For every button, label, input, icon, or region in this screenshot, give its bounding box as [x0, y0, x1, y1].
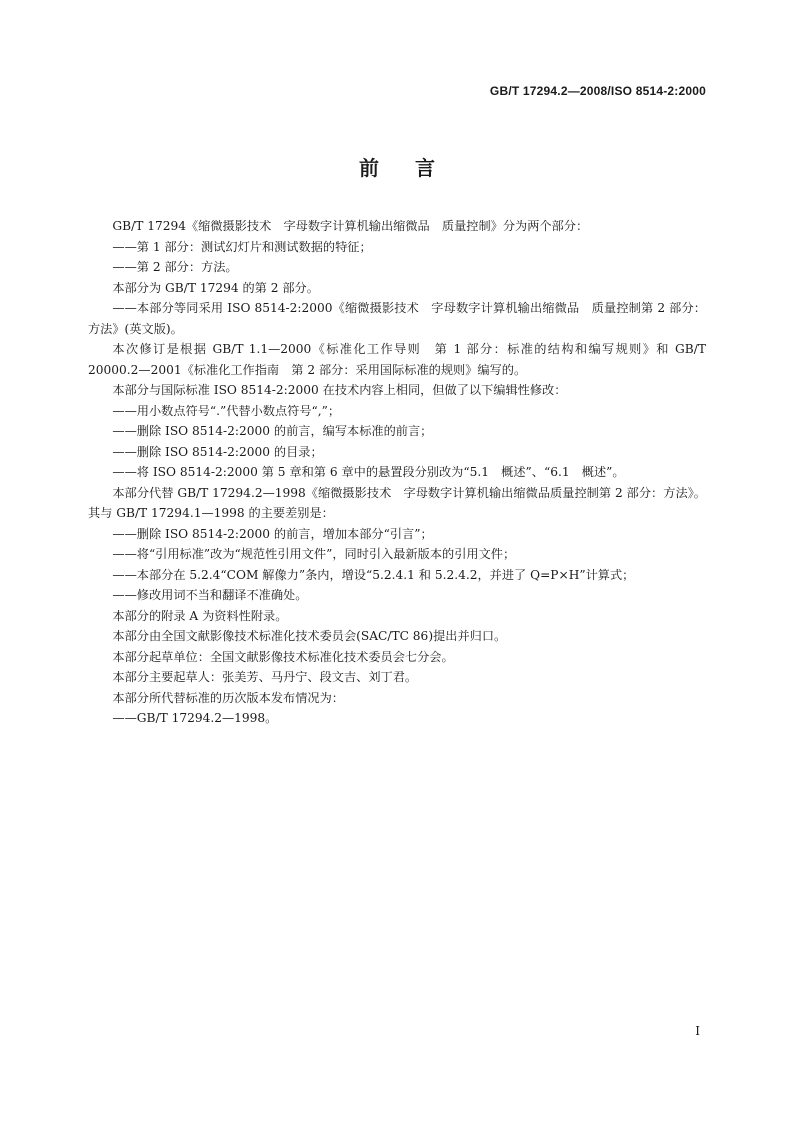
paragraph: 本部分与国际标准 ISO 8514-2:2000 在技术内容上相同，但做了以下编辑性修改：	[112, 383, 567, 397]
page-title: 前言	[359, 156, 471, 180]
paragraph: GB/T 17294《缩微摄影技术 字母数字计算机输出缩微品 质量控制》分为两个部分：	[112, 219, 589, 233]
paragraph: 本部分主要起草人：张美芳、马丹宁、段文吉、刘丁君。	[112, 670, 418, 684]
list-item: ——第 1 部分：测试幻灯片和测试数据的特征；	[112, 239, 372, 254]
list-item: ——第 2 部分：方法。	[112, 260, 238, 274]
paragraph: 本部分由全国文献影像技术标准化技术委员会(SAC/TC 86)提出并归口。	[112, 629, 507, 643]
paragraph: 本部分代替 GB/T 17294.2—1998《缩微摄影技术 字母数字计算机输出缩微品质量控制第 2 部分：方法》。其与 GB/T 17294.1—1998 的主要差别是：	[88, 485, 706, 520]
list-item: ——用小数点符号“.”代替小数点符号“,”；	[112, 403, 341, 418]
standard-number-header: GB/T 17294.2—2008/ISO 8514-2:2000	[489, 84, 706, 98]
list-item: ——将“引用标准”改为“规范性引用文件”，同时引入最新版本的引用文件；	[112, 547, 516, 561]
paragraph: 本次修订是根据 GB/T 1.1—2000《标准化工作导则 第 1 部分：标准的结构和编写规则》和 GB/T 20000.2—2001《标准化工作指南 第 2 部分：采用国际标准的规则》编写的。	[88, 342, 710, 377]
list-item: ——删除 ISO 8514-2:2000 的目录；	[112, 444, 323, 459]
paragraph: 本部分为 GB/T 17294 的第 2 部分。	[112, 280, 319, 295]
list-item: ——删除 ISO 8514-2:2000 的前言，编写本标准的前言；	[112, 424, 433, 438]
list-item: ——将 ISO 8514-2:2000 第 5 章和第 6 章中的悬置段分别改为“5.1 概述”、“6.1 概述”。	[112, 465, 625, 479]
paragraph: 本部分所代替标准的历次版本发布情况为：	[112, 690, 344, 705]
list-item: ——修改用词不当和翻译不准确处。	[112, 588, 308, 602]
foreword-body	[88, 216, 710, 729]
list-item: ——删除 ISO 8514-2:2000 的前言，增加本部分“引言”；	[112, 526, 433, 541]
paragraph: 本部分起草单位：全国文献影像技术标准化技术委员会七分会。	[112, 649, 454, 664]
list-item: ——本部分等同采用 ISO 8514-2:2000《缩微摄影技术 字母数字计算机输出缩微品 质量控制第 2 部分：方法》(英文版)。	[88, 301, 706, 336]
page-number: I	[695, 1024, 700, 1038]
paragraph: 本部分的附录 A 为资料性附录。	[112, 608, 288, 623]
list-item: ——本部分在 5.2.4“COM 解像力”条内，增设“5.2.4.1 和 5.2.4.2，并进了 Q=P×H”计算式；	[112, 567, 635, 582]
list-item: ——GB/T 17294.2—1998。	[112, 711, 278, 725]
